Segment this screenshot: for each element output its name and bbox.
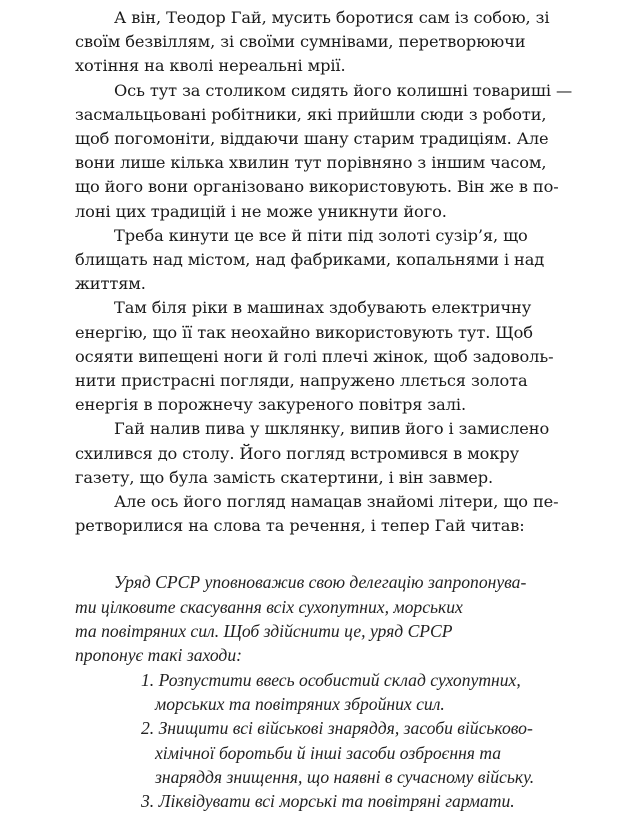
text-line: осяяти випещені ноги й голі плечі жінок, щоб задоволь- bbox=[75, 346, 554, 366]
text-line: вони лише кілька хвилин тут порівняно з іншим часом, bbox=[75, 153, 547, 173]
quote-intro bbox=[75, 570, 555, 667]
text-line: схилився до столу. Його погляд встромився в мокру bbox=[75, 443, 520, 463]
quote-line: Уряд СРСР уповноважив свою делегацію запропонува- bbox=[114, 572, 527, 593]
text-line: своїм безвіллям, зі своїми сумнівами, перетворюючи bbox=[75, 32, 526, 52]
text-line: Ось тут за столиком сидять його колишні товариші — bbox=[114, 80, 573, 100]
text-line: життям. bbox=[75, 274, 146, 294]
quote-line: та повітряних сил. Щоб здійснити це, уряд СРСР bbox=[75, 621, 453, 642]
list-item-line: знаряддя знищення, що наявні в сучасному війську. bbox=[155, 766, 535, 787]
text-line: Гай налив пива у шклянку, випив його і замислено bbox=[114, 419, 550, 439]
text-line: нити пристрасні погляди, напружено ллється золота bbox=[75, 371, 528, 391]
text-line: ретворилися на слова та речення, і тепер Гай читав: bbox=[75, 516, 525, 536]
paragraph-6 bbox=[75, 490, 559, 538]
list-item-line: 1. Розпустити ввесь особистий склад сухопутних, bbox=[141, 669, 521, 690]
quote-line: ти цілковите скасування всіх сухопутних, морських bbox=[75, 596, 463, 617]
text-line: Треба кинути це все й піти під золоті сузір’я, що bbox=[114, 225, 528, 245]
text-line: Там біля ріки в машинах здобувають електричну bbox=[114, 298, 532, 318]
list-item bbox=[75, 716, 555, 789]
paragraph-1 bbox=[75, 6, 555, 79]
paragraph-5 bbox=[75, 417, 555, 490]
list-item-line: морських та повітряних збройних сил. bbox=[155, 693, 445, 714]
list-item-line: хімічної боротьби й інші засоби озброєння та bbox=[155, 742, 502, 763]
text-line: хотіння на кволі нереальні мрії. bbox=[75, 56, 346, 76]
quoted-newspaper-text bbox=[75, 570, 555, 813]
text-line: енергію, що її так неохайно використовують тут. Щоб bbox=[75, 322, 533, 342]
paragraph-3 bbox=[75, 224, 555, 297]
text-line: газету, що була замість скатертини, і він завмер. bbox=[75, 467, 494, 487]
text-line: енергія в порожнечу закуреного повітря залі. bbox=[75, 395, 467, 415]
text-line: лоні цих традицій і не може уникнути його. bbox=[75, 201, 447, 221]
text-line: А він, Теодор Гай, мусить боротися сам із собою, зі bbox=[114, 8, 550, 27]
text-line: засмальцьовані робітники, які прийшли сюди з роботи, bbox=[75, 104, 547, 124]
list-item bbox=[75, 668, 555, 717]
list-item bbox=[75, 789, 555, 813]
list-item-line: 2. Знищити всі військові знаряддя, засоби військово- bbox=[141, 718, 533, 739]
text-line: блищать над містом, над фабриками, копальнями і над bbox=[75, 250, 545, 270]
text-line: що його вони організовано використовують. Він же в по- bbox=[75, 177, 559, 197]
paragraph-2 bbox=[75, 79, 573, 224]
quote-line: пропонує такі заходи: bbox=[75, 645, 242, 666]
measures-list bbox=[75, 668, 555, 814]
list-item-line: 3. Ліквідувати всі морські та повітряні гармати. bbox=[141, 791, 515, 812]
text-line: Але ось його погляд намацав знайомі літери, що пе- bbox=[114, 492, 559, 512]
paragraph-4 bbox=[75, 296, 555, 417]
text-line: щоб погомоніти, віддаючи шану старим традиціям. Але bbox=[75, 129, 549, 149]
